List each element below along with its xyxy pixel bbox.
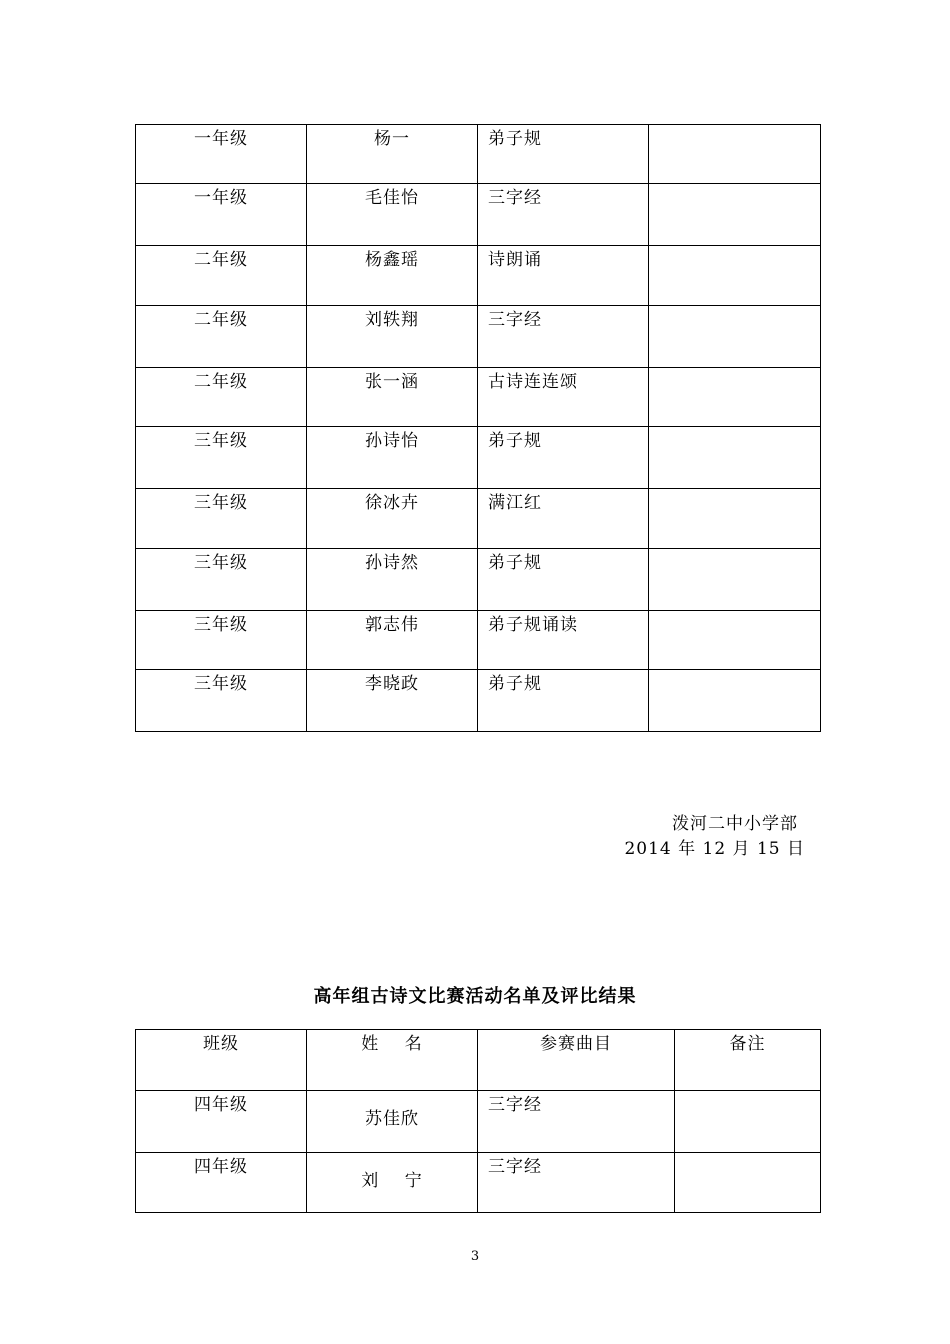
- header-name: 姓 名: [307, 1030, 478, 1091]
- note-cell: [649, 427, 821, 489]
- table-header-row: [136, 1030, 821, 1091]
- name-cell: 杨鑫瑶: [307, 246, 478, 306]
- piece-cell: 三字经: [478, 184, 649, 246]
- piece-cell: 弟子规: [478, 427, 649, 489]
- name-cell: [307, 1091, 478, 1153]
- participants-table-lower-grades: [135, 124, 821, 732]
- grade-cell: 三年级: [136, 549, 307, 611]
- grade-cell: 二年级: [136, 246, 307, 306]
- name-cell: 张一涵: [307, 368, 478, 427]
- name-cell: 杨一: [307, 125, 478, 184]
- note-cell: [675, 1153, 821, 1213]
- table-row: [136, 427, 821, 489]
- piece-cell: 弟子规: [478, 549, 649, 611]
- participants-table-upper-grades: [135, 1029, 821, 1213]
- page-number: 3: [470, 1249, 480, 1264]
- piece-cell: 满江红: [478, 489, 649, 549]
- note-cell: [649, 184, 821, 246]
- name-cell: 徐冰卉: [307, 489, 478, 549]
- table-row: [136, 125, 821, 184]
- piece-cell: 三字经: [478, 306, 649, 368]
- name-text: 苏佳欣: [365, 1109, 419, 1129]
- table-row: [136, 1091, 821, 1153]
- note-cell: [649, 368, 821, 427]
- header-piece: 参赛曲目: [478, 1030, 675, 1091]
- grade-cell: 一年级: [136, 184, 307, 246]
- piece-cell: 三字经: [478, 1153, 675, 1213]
- table-row: [136, 246, 821, 306]
- table-row: [136, 549, 821, 611]
- table-row: [136, 670, 821, 732]
- section-title: 高年组古诗文比赛活动名单及评比结果: [313, 986, 637, 1007]
- grade-cell: 四年级: [136, 1153, 307, 1213]
- table-row: [136, 1153, 821, 1213]
- table-row: [136, 306, 821, 368]
- note-cell: [649, 489, 821, 549]
- name-cell: 孙诗然: [307, 549, 478, 611]
- piece-cell: 弟子规: [478, 670, 649, 732]
- grade-cell: 四年级: [136, 1091, 307, 1153]
- table-row: [136, 489, 821, 549]
- note-cell: [675, 1091, 821, 1153]
- grade-cell: 三年级: [136, 670, 307, 732]
- name-cell: 刘轶翔: [307, 306, 478, 368]
- table-row: [136, 184, 821, 246]
- name-cell: 郭志伟: [307, 611, 478, 670]
- name-cell: [307, 1153, 478, 1213]
- note-cell: [649, 549, 821, 611]
- note-cell: [649, 125, 821, 184]
- name-cell: 李晓政: [307, 670, 478, 732]
- piece-cell: 古诗连连颂: [478, 368, 649, 427]
- header-note: 备注: [675, 1030, 821, 1091]
- table-row: [136, 368, 821, 427]
- piece-cell: 弟子规: [478, 125, 649, 184]
- name-cell: 孙诗怡: [307, 427, 478, 489]
- header-grade: 班级: [136, 1030, 307, 1091]
- table-row: [136, 611, 821, 670]
- grade-cell: 三年级: [136, 427, 307, 489]
- grade-cell: 三年级: [136, 611, 307, 670]
- grade-cell: 三年级: [136, 489, 307, 549]
- note-cell: [649, 246, 821, 306]
- signature-org: 泼河二中小学部: [672, 814, 798, 834]
- grade-cell: 一年级: [136, 125, 307, 184]
- note-cell: [649, 611, 821, 670]
- grade-cell: 二年级: [136, 368, 307, 427]
- note-cell: [649, 670, 821, 732]
- grade-cell: 二年级: [136, 306, 307, 368]
- piece-cell: 三字经: [478, 1091, 675, 1153]
- piece-cell: 弟子规诵读: [478, 611, 649, 670]
- signature-date: 2014 年 12 月 15 日: [624, 839, 805, 859]
- name-cell: 毛佳怡: [307, 184, 478, 246]
- note-cell: [649, 306, 821, 368]
- name-text: 刘 宁: [361, 1171, 423, 1191]
- piece-cell: 诗朗诵: [478, 246, 649, 306]
